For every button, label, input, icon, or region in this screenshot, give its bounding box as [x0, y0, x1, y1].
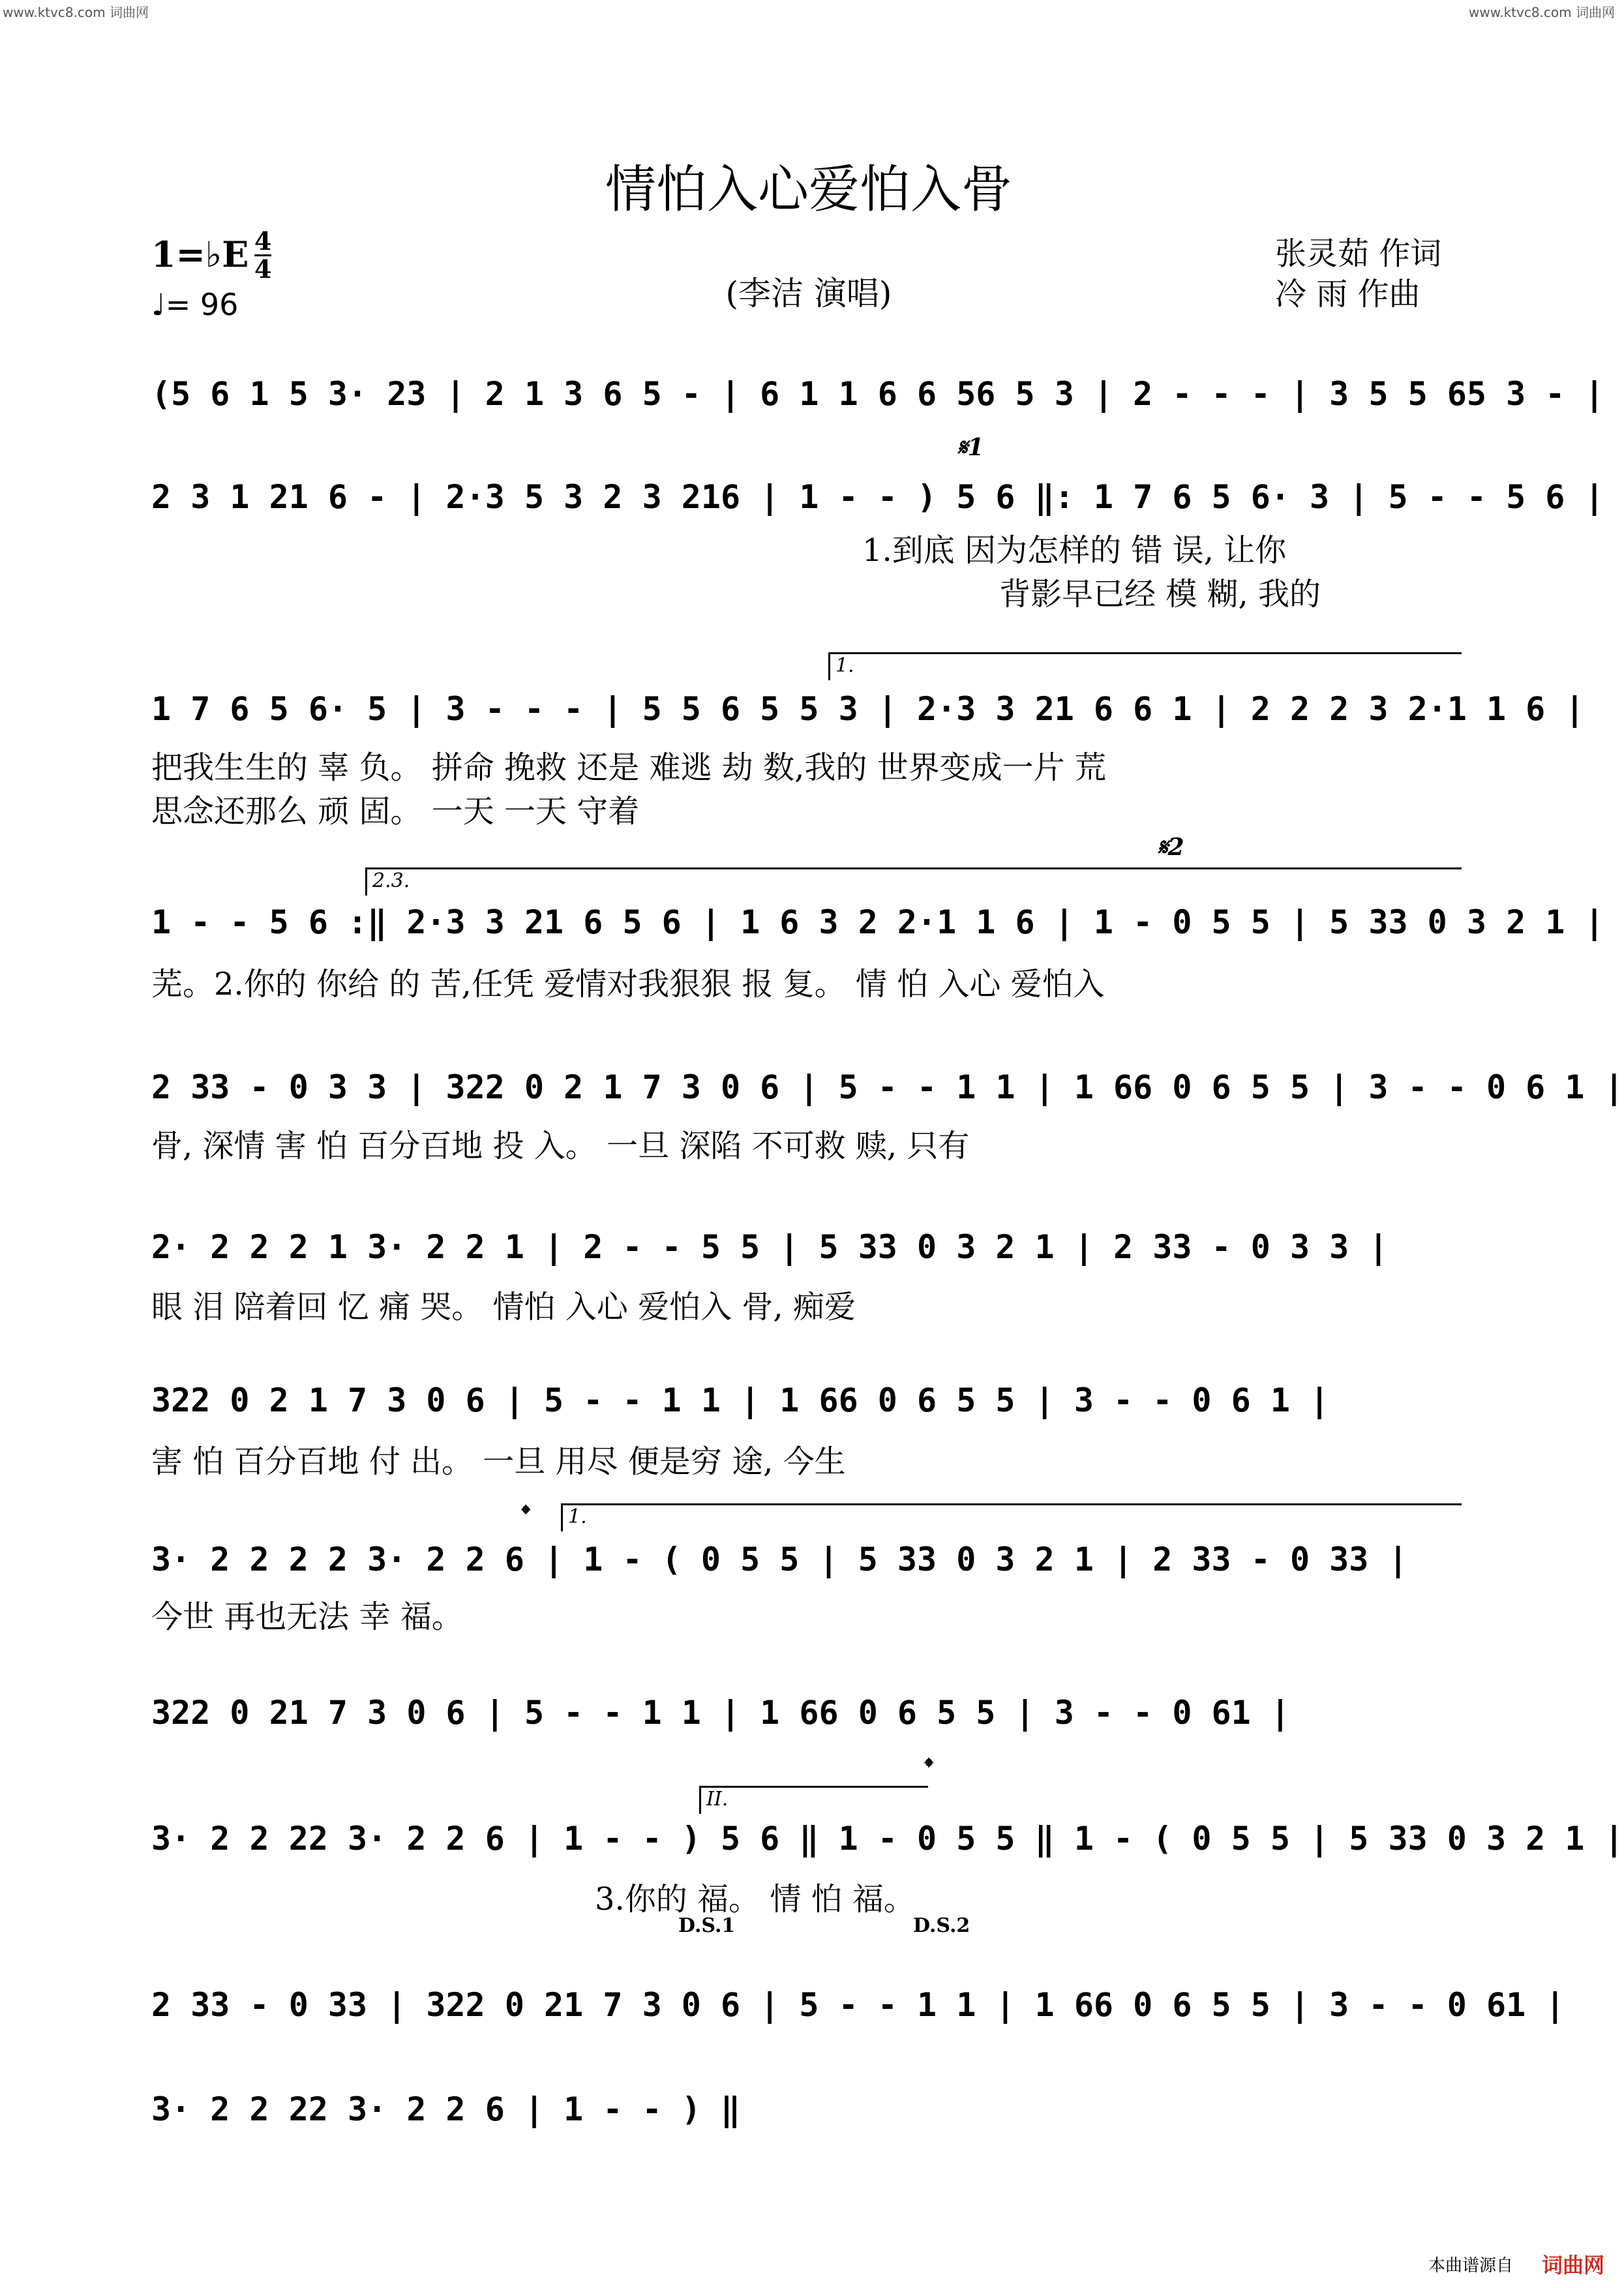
- lyric-line-6: 骨, 深情 害 怕 百分百地 投 入。 一旦 深陷 不可救 赎, 只有: [151, 1128, 970, 1164]
- time-signature: [254, 228, 271, 282]
- footer-source-text: 本曲谱源自: [1428, 2256, 1513, 2276]
- lyric-line-10: 3.你的 福。 情 怕 福。: [595, 1881, 915, 1918]
- footer-site-logo[interactable]: 词曲网: [1541, 2253, 1604, 2278]
- lyric-line-9: 今世 再也无法 幸 福。: [151, 1599, 463, 1635]
- segno-2-mark: 𝄋2: [1158, 834, 1184, 861]
- ds-1-mark: D.S.1: [678, 1914, 736, 1937]
- meter-top: 4: [254, 226, 272, 256]
- ending-1-bracket: 1.: [828, 652, 1462, 680]
- score-line-4: 1 - - 5 6 :‖ 2·3 3 21 6 5 6 | 1 6 3 2 2·1 1 6 | 1 - 0 5 5 | 5 33 0 3 2 1 |: [151, 903, 1604, 941]
- tempo-mark: ♩= 96: [151, 287, 239, 322]
- score-line-6: 2· 2 2 2 1 3· 2 2 1 | 2 - - 5 5 | 5 33 0 3 2 1 | 2 33 - 0 3 3 |: [151, 1228, 1389, 1266]
- site-header-right[interactable]: www.ktvc8.com 词曲网: [1468, 5, 1615, 20]
- coda-mark-1: 𝄌: [522, 1500, 530, 1528]
- coda-mark-2: 𝄌: [925, 1753, 933, 1781]
- ending-1b-bracket: 1.: [561, 1503, 1462, 1531]
- site-header-left[interactable]: www.ktvc8.com 词曲网: [3, 5, 149, 20]
- score-line-5: 2 33 - 0 3 3 | 322 0 2 1 7 3 0 6 | 5 - - 1 1 | 1 66 0 6 5 5 | 3 - - 0 6 1 |: [151, 1068, 1624, 1106]
- lyric-line-3: 把我生生的 辜 负。 拼命 挽救 还是 难逃 劫 数,我的 世界变成一片 荒: [151, 749, 1106, 786]
- key-signature: 1=♭E: [151, 233, 249, 275]
- lyric-line-2: 背影早已经 模 糊, 我的: [999, 576, 1321, 612]
- score-line-10: 3· 2 2 22 3· 2 2 6 | 1 - - ) 5 6 ‖ 1 - 0 5 5 ‖ 1 - ( 0 5 5 | 5 33 0 3 2 1 |: [151, 1820, 1624, 1858]
- score-line-11: 2 33 - 0 33 | 322 0 21 7 3 0 6 | 5 - - 1 1 | 1 66 0 6 5 5 | 3 - - 0 61 |: [151, 1986, 1565, 2024]
- lyric-line-1: 1.到底 因为怎样的 错 误, 让你: [862, 532, 1287, 569]
- ending-2b-bracket: II.: [699, 1786, 928, 1814]
- score-line-2: 2 3 1 21 6 - | 2·3 5 3 2 3 216 | 1 - - ) 5 6 ‖: 1 7 6 5 6· 3 | 5 - - 5 6 |: [151, 478, 1604, 516]
- score-line-9: 322 0 21 7 3 0 6 | 5 - - 1 1 | 1 66 0 6 5 5 | 3 - - 0 61 |: [151, 1694, 1290, 1732]
- lyric-line-4: 思念还那么 顽 固。 一天 一天 守着: [151, 793, 640, 830]
- meter-bottom: 4: [254, 254, 272, 284]
- ending-23-bracket: 2.3.: [365, 867, 1462, 896]
- score-line-1: (5 6 1 5 3· 23 | 2 1 3 6 5 - | 6 1 1 6 6 56 5 3 | 2 - - - | 3 5 5 65 3 - |: [151, 375, 1604, 413]
- song-title: 情怕入心爱怕入骨: [605, 160, 1012, 219]
- lyric-line-5: 芜。2.你的 你给 的 苦,任凭 爱情对我狠狠 报 复。 情 怕 入心 爱怕入: [151, 966, 1105, 1002]
- lyric-line-7: 眼 泪 陪着回 忆 痛 哭。 情怕 入心 爱怕入 骨, 痴爱: [151, 1289, 856, 1325]
- score-line-7: 322 0 2 1 7 3 0 6 | 5 - - 1 1 | 1 66 0 6 5 5 | 3 - - 0 6 1 |: [151, 1381, 1330, 1419]
- score-line-3: 1 7 6 5 6· 5 | 3 - - - | 5 5 6 5 5 3 | 2·3 3 21 6 6 1 | 2 2 2 3 2·1 1 6 |: [151, 690, 1585, 728]
- composer: 冷 雨 作曲: [1275, 276, 1421, 312]
- singer: (李洁 演唱): [725, 275, 892, 312]
- lyricist: 张灵茹 作词: [1275, 235, 1442, 272]
- score-line-8: 3· 2 2 2 2 3· 2 2 6 | 1 - ( 0 5 5 | 5 33 0 3 2 1 | 2 33 - 0 33 |: [151, 1541, 1408, 1578]
- lyric-line-8: 害 怕 百分百地 付 出。 一旦 用尽 便是穷 途, 今生: [151, 1443, 846, 1480]
- ds-2-mark: D.S.2: [913, 1914, 970, 1937]
- segno-1-mark: 𝄋1: [957, 434, 984, 461]
- score-line-12: 3· 2 2 22 3· 2 2 6 | 1 - - ) ‖: [151, 2090, 741, 2128]
